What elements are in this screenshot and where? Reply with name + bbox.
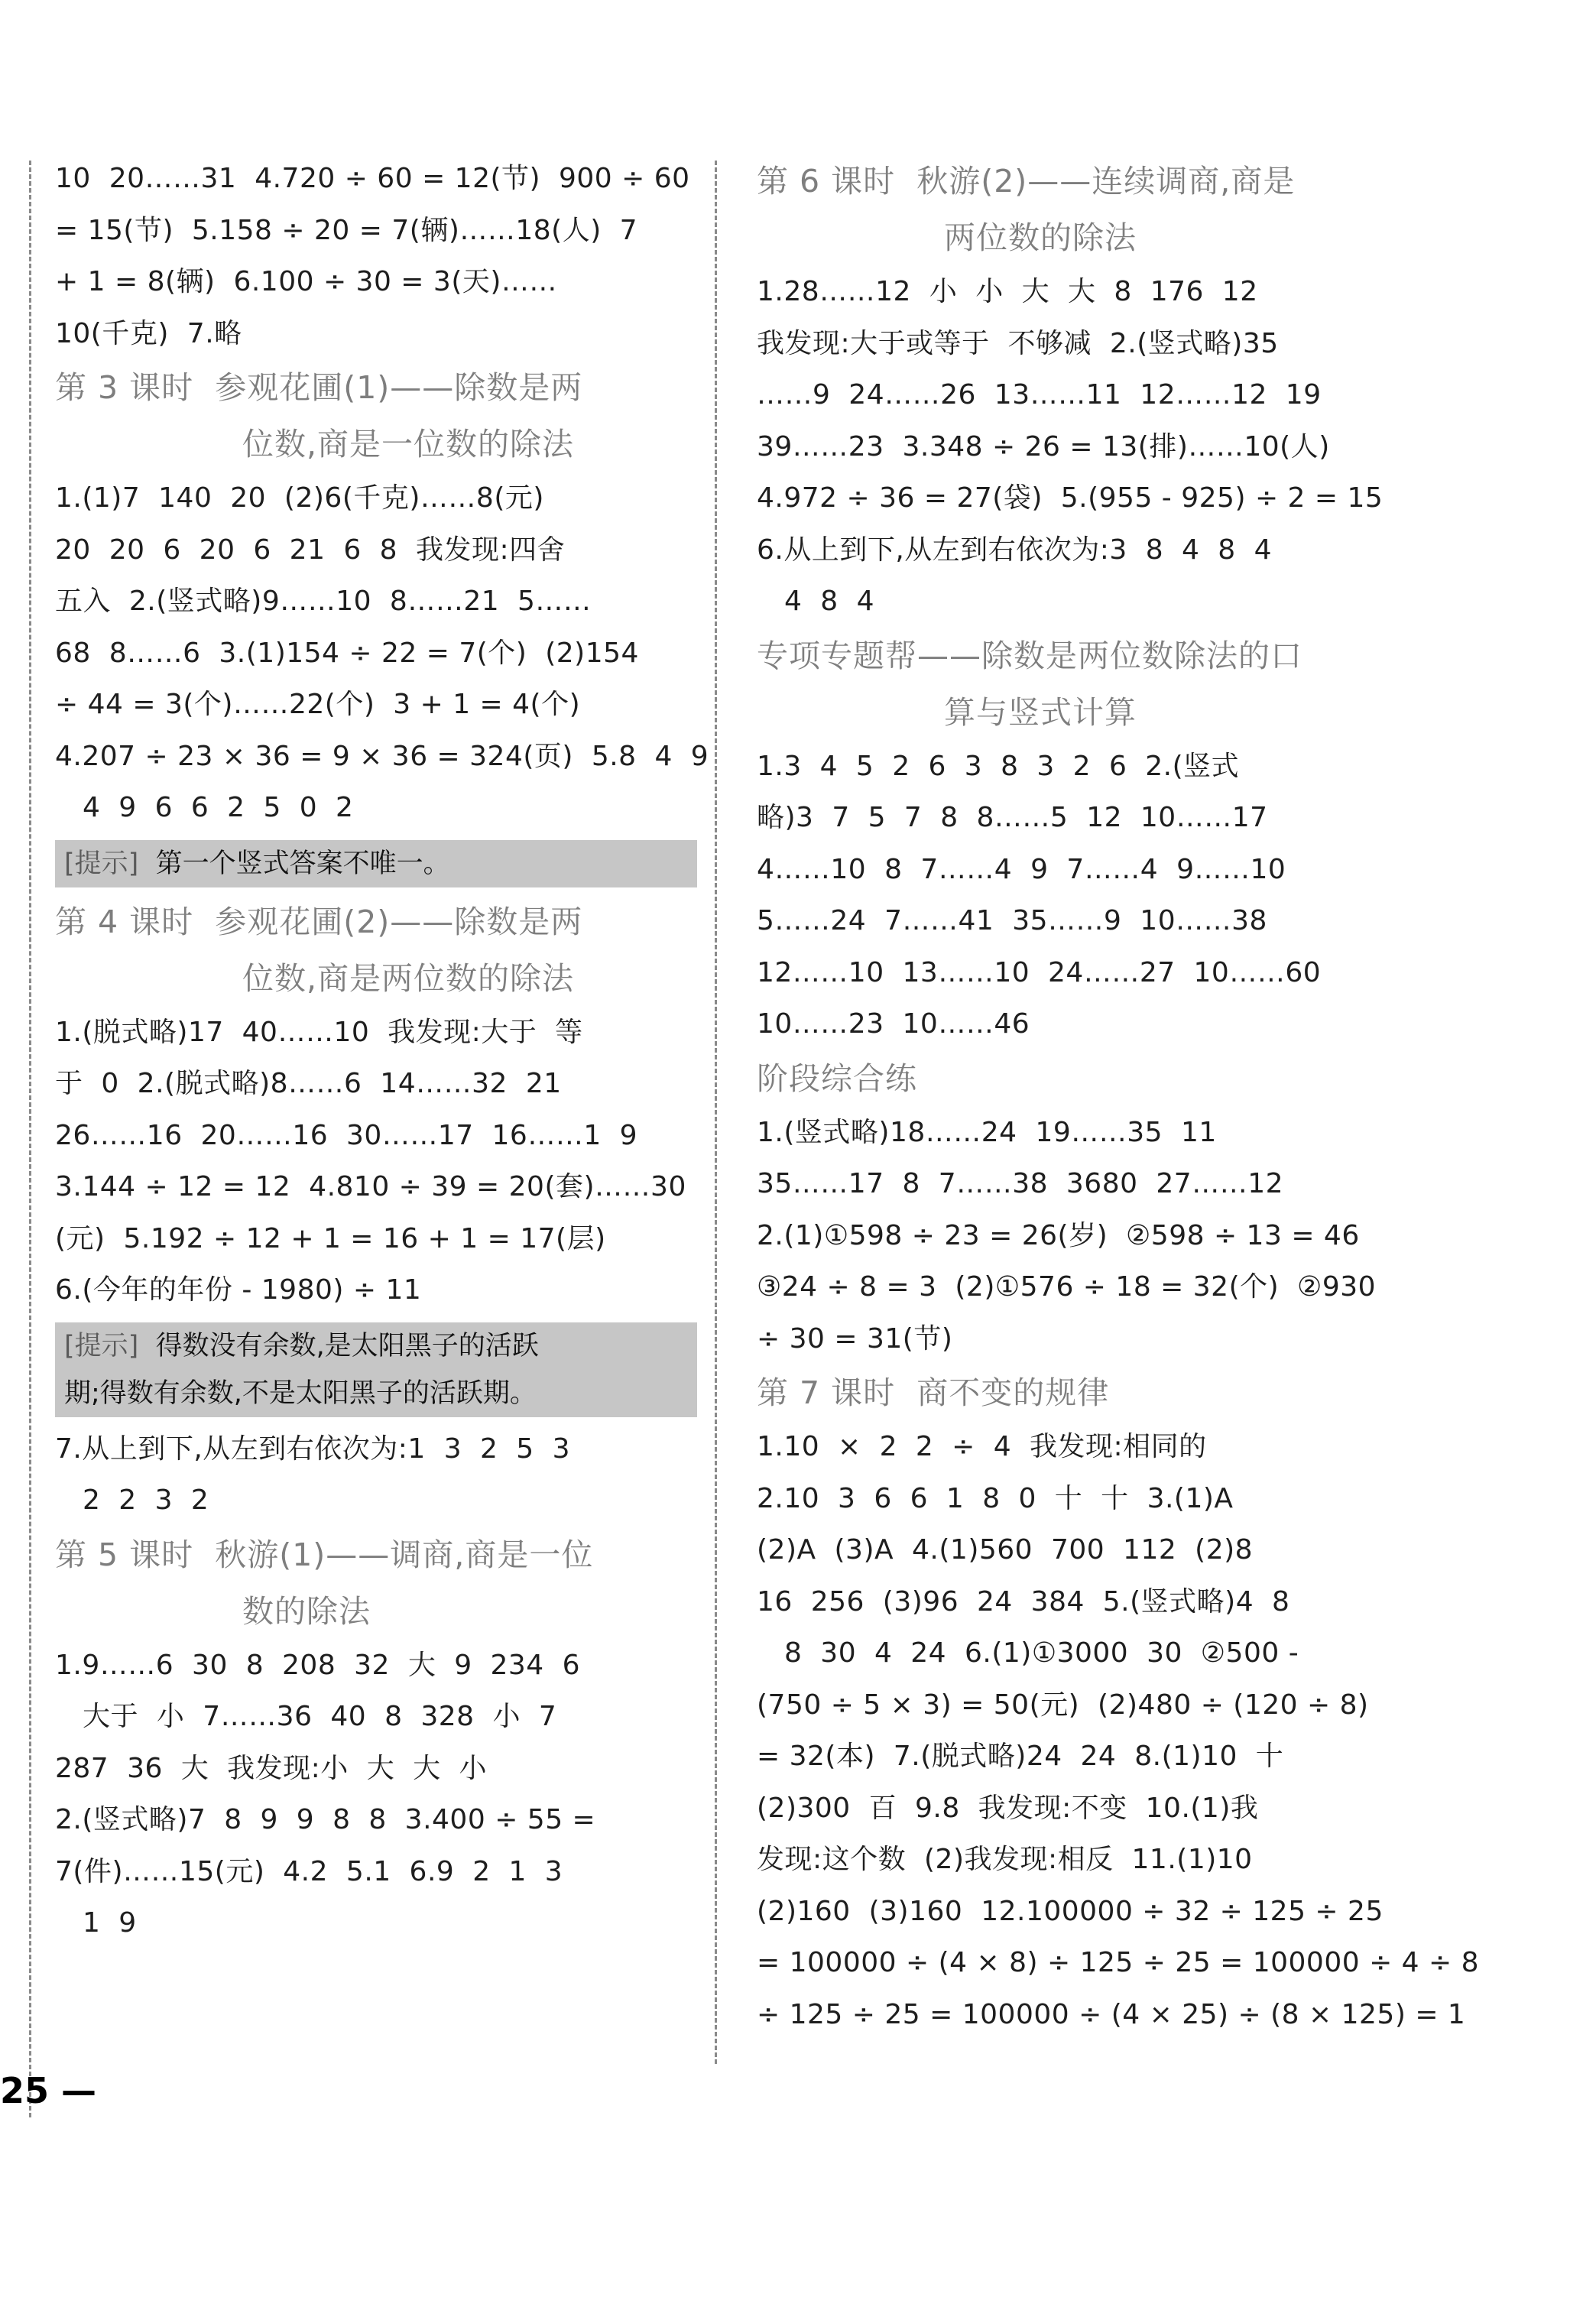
answer-line: ÷ 125 ÷ 25 = 100000 ÷ (4 × 25) ÷ (8 × 125) = 1 <box>757 1998 1466 2030</box>
section-heading: 阶段综合练 <box>757 1059 917 1097</box>
answer-line: ÷ 30 = 31(节) <box>757 1322 953 1355</box>
section-heading: 第 3 课时 参观花圃(1)——除数是两 <box>55 369 583 406</box>
hint-box <box>55 840 697 887</box>
center-dashed-divider <box>715 161 717 2064</box>
answer-line: ÷ 44 = 3(个)……22(个) 3 + 1 = 4(个) <box>55 689 581 720</box>
answer-line: = 32(本) 7.(脱式略)24 24 8.(1)10 十 <box>757 1741 1284 1772</box>
hint-tag: [提示] <box>64 1330 139 1361</box>
answer-line: 4……10 8 7……4 9 7……4 9……10 <box>757 853 1286 885</box>
section-heading-continued: 位数,商是两位数的除法 <box>242 959 575 997</box>
answer-line: 16 256 (3)96 24 384 5.(竖式略)4 8 <box>757 1585 1290 1617</box>
answer-line: (2)A (3)A 4.(1)560 700 112 (2)8 <box>757 1534 1254 1566</box>
answer-line: 1.(1)7 140 20 (2)6(千克)……8(元) <box>55 482 544 514</box>
section-heading-continued: 算与竖式计算 <box>944 693 1137 731</box>
answer-line: 于 0 2.(脱式略)8……6 14……32 21 <box>55 1068 562 1099</box>
answer-line: 287 36 大 我发现:小 大 大 小 <box>55 1752 487 1784</box>
answer-line: 7.从上到下,从左到右依次为:1 3 2 5 3 <box>55 1433 570 1465</box>
section-heading-continued: 两位数的除法 <box>944 219 1137 256</box>
answer-line: 1.3 4 5 2 6 3 8 3 2 6 2.(竖式 <box>757 750 1240 782</box>
answer-line: 1.10 × 2 2 ÷ 4 我发现:相同的 <box>757 1431 1207 1462</box>
answer-line: 35……17 8 7……38 3680 27……12 <box>757 1168 1284 1199</box>
answer-line: 3.144 ÷ 12 = 12 4.810 ÷ 39 = 20(套)……30 <box>55 1171 686 1202</box>
answer-line: 2 2 3 2 <box>83 1484 209 1516</box>
answer-line: 我发现:大于或等于 不够减 2.(竖式略)35 <box>757 327 1279 359</box>
answer-line: 1.(竖式略)18……24 19……35 11 <box>757 1116 1217 1148</box>
hint-tag: [提示] <box>64 848 139 879</box>
answer-line: 4.972 ÷ 36 = 27(袋) 5.(955 - 925) ÷ 2 = 15 <box>757 482 1384 514</box>
answer-line: 2.(竖式略)7 8 9 9 8 8 3.400 ÷ 55 = <box>55 1804 596 1835</box>
answer-line: + 1 = 8(辆) 6.100 ÷ 30 = 3(天)…… <box>55 266 557 297</box>
hint-text: 第一个竖式答案不唯一。 <box>138 848 450 879</box>
answer-line: 26……16 20……16 30……17 16……1 9 <box>55 1119 638 1151</box>
hint-box <box>55 1322 697 1417</box>
section-heading: 第 7 课时 商不变的规律 <box>757 1374 1110 1411</box>
right-column <box>757 153 1480 2040</box>
answer-line: 4.207 ÷ 23 × 36 = 9 × 36 = 324(页) 5.8 4 9 <box>55 740 709 772</box>
answer-line: 1.28……12 小 小 大 大 8 176 12 <box>757 276 1258 307</box>
answer-line: 10……23 10……46 <box>757 1008 1030 1040</box>
hint-text: 得数没有余数,是太阳黑子的活跃 期;得数有余数,不是太阳黑子的活跃期。 <box>64 1330 539 1409</box>
answer-line: ③24 ÷ 8 = 3 (2)①576 ÷ 18 = 32(个) ②930 <box>757 1271 1377 1303</box>
section-heading: 第 4 课时 参观花圃(2)——除数是两 <box>55 903 583 940</box>
section-heading: 第 5 课时 秋游(1)——调商,商是一位 <box>55 1536 594 1573</box>
answer-line: (元) 5.192 ÷ 12 + 1 = 16 + 1 = 17(层) <box>55 1222 606 1254</box>
answer-line: 五入 2.(竖式略)9……10 8……21 5…… <box>55 586 592 617</box>
answer-line: 4 8 4 <box>784 586 874 617</box>
answer-line: 12……10 13……10 24……27 10……60 <box>757 956 1322 988</box>
answer-line: 6.(今年的年份 - 1980) ÷ 11 <box>55 1274 422 1306</box>
page-number: 25 — <box>0 2070 97 2111</box>
section-heading-continued: 数的除法 <box>242 1592 371 1630</box>
answer-line: 4 9 6 6 2 5 0 2 <box>83 792 354 823</box>
answer-line: 1.(脱式略)17 40……10 我发现:大于 等 <box>55 1016 583 1048</box>
answer-line: 发现:这个数 (2)我发现:相反 11.(1)10 <box>757 1844 1253 1875</box>
answer-line: = 100000 ÷ (4 × 8) ÷ 125 ÷ 25 = 100000 ÷ 4 ÷ 8 <box>757 1947 1480 1978</box>
answer-line: 10(千克) 7.略 <box>55 317 242 349</box>
answer-line: 5……24 7……41 35……9 10……38 <box>757 905 1267 936</box>
section-heading-continued: 位数,商是一位数的除法 <box>242 426 575 462</box>
answer-line: 2.10 3 6 6 1 8 0 十 十 3.(1)A <box>757 1482 1234 1514</box>
answer-line: 大于 小 7……36 40 8 328 小 7 <box>83 1701 557 1732</box>
answer-line: 1 9 <box>83 1907 137 1939</box>
answer-line: 2.(1)①598 ÷ 23 = 26(岁) ②598 ÷ 13 = 46 <box>757 1219 1360 1251</box>
answer-line: 8 30 4 24 6.(1)①3000 30 ②500 - <box>784 1637 1299 1669</box>
section-heading: 第 6 课时 秋游(2)——连续调商,商是 <box>757 163 1296 200</box>
answer-line: 6.从上到下,从左到右依次为:3 8 4 8 4 <box>757 534 1272 566</box>
answer-line: (2)300 百 9.8 我发现:不变 10.(1)我 <box>757 1792 1259 1824</box>
section-heading: 专项专题帮——除数是两位数除法的口 <box>757 637 1302 674</box>
answer-line: = 15(节) 5.158 ÷ 20 = 7(辆)……18(人) 7 <box>55 214 638 246</box>
answer-line: 39……23 3.348 ÷ 26 = 13(排)……10(人) <box>757 430 1330 462</box>
answer-line: ……9 24……26 13……11 12……12 19 <box>757 379 1322 410</box>
answer-line: (750 ÷ 5 × 3) = 50(元) (2)480 ÷ (120 ÷ 8) <box>757 1689 1369 1721</box>
left-column <box>55 153 709 1949</box>
answer-line: 10 20……31 4.720 ÷ 60 = 12(节) 900 ÷ 60 <box>55 163 690 194</box>
left-dashed-divider <box>29 161 31 2117</box>
answer-line: 20 20 6 20 6 21 6 8 我发现:四舍 <box>55 534 566 566</box>
answer-line: (2)160 (3)160 12.100000 ÷ 32 ÷ 125 ÷ 25 <box>757 1895 1384 1927</box>
answer-line: 略)3 7 5 7 8 8……5 12 10……17 <box>757 802 1268 833</box>
answer-line: 7(件)……15(元) 4.2 5.1 6.9 2 1 3 <box>55 1855 563 1887</box>
answer-line: 68 8……6 3.(1)154 ÷ 22 = 7(个) (2)154 <box>55 637 639 669</box>
answer-line: 1.9……6 30 8 208 32 大 9 234 6 <box>55 1649 581 1681</box>
